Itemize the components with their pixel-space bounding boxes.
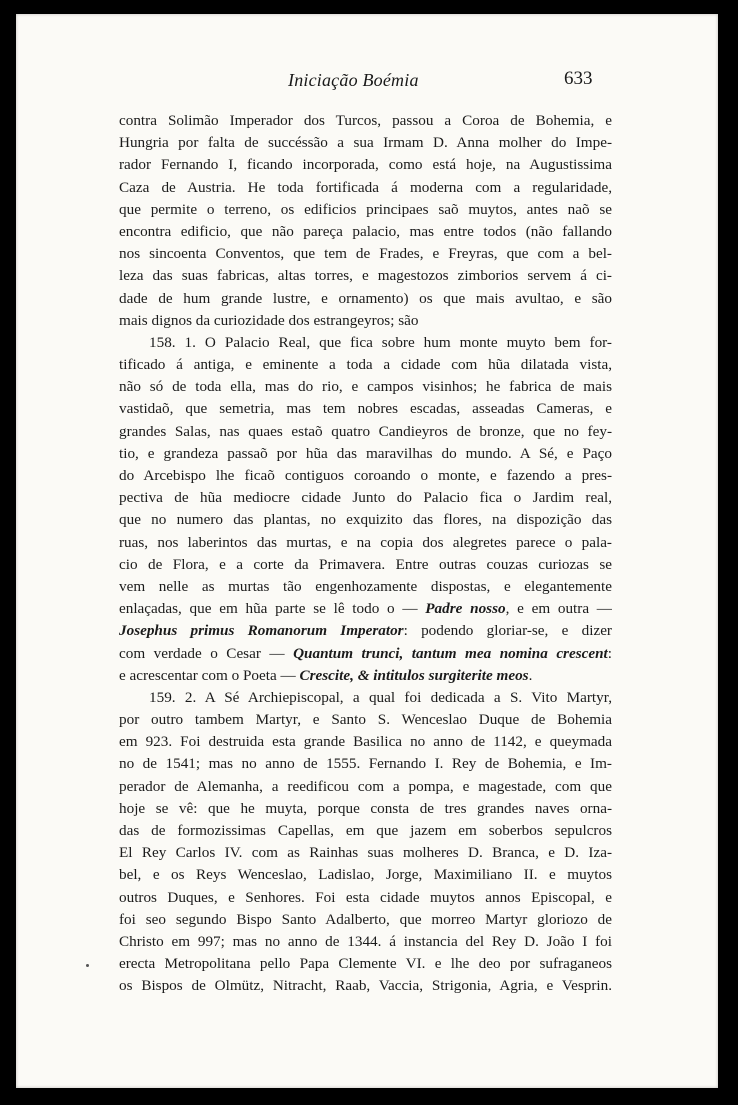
italic-phrase: Padre nosso xyxy=(425,600,506,618)
text-line: enlaçadas, que em hũa parte se lê todo o — Padre nosso, e em outra — xyxy=(119,600,612,618)
body-text xyxy=(119,110,612,998)
text-line: 159. 2. A Sé Archiepiscopal, a qual foi dedicada a S. Vito Martyr, xyxy=(149,688,612,706)
text-line: no de 1541; mas no anno de 1555. Fernando I. Rey de Bohemia, e Im- xyxy=(119,755,612,773)
paper-speck xyxy=(86,964,89,967)
text-line: tio, e grandeza passaõ por hũa das maravilhas do mundo. A Sé, e Paço xyxy=(119,444,612,462)
page-header xyxy=(16,64,718,94)
text-line: cio de Flora, e a corte da Primavera. Entre outras couzas curiozas se xyxy=(119,555,612,573)
text-line: encontra edificio, que não pareça palacio, mas entre todos (não fallando xyxy=(119,222,612,240)
text-line: foi seo segundo Bispo Santo Adalberto, que morreo Martyr gloriozo de xyxy=(119,910,612,928)
text-line: 158. 1. O Palacio Real, que fica sobre hum monte muyto bem for- xyxy=(149,333,612,351)
text-line: Christo em 997; mas no anno de 1344. á instancia del Rey D. João I foi xyxy=(119,932,612,950)
text-line: contra Solimão Imperador dos Turcos, passou a Coroa de Bohemia, e xyxy=(119,112,612,129)
text-line: perador de Alemanha, a reedificou com a pompa, e magestade, com que xyxy=(119,777,612,795)
text-line: pectiva de hũa mediocre cidade Junto do Palacio fica o Jardim real, xyxy=(119,489,612,507)
text-line: nos sincoenta Conventos, que tem de Frades, e Freyras, que com a bel- xyxy=(119,245,612,263)
italic-phrase: Crescite, & intitulos surgiterite meos xyxy=(299,666,529,684)
text-line: ruas, nos laberintos das murtas, e na copia dos alegretes parece o pala- xyxy=(119,533,612,551)
text-line: não só de toda ella, mas do rio, e campos visinhos; he fabrica de mais xyxy=(119,378,612,396)
text-line: vastidaõ, que semetria, mas tem nobres escadas, asseadas Cameras, e xyxy=(119,400,612,418)
book-page xyxy=(16,14,718,1088)
text-line: que no numero das plantas, no exquizito das flores, na dispozição das xyxy=(119,511,612,529)
text-line: Caza de Austria. He toda fortificada á moderna com a regularidade, xyxy=(119,178,612,196)
text-line: do Arcebispo lhe ficaõ contiguos coroando o monte, e fazendo a pres- xyxy=(119,467,612,484)
text-line: em 923. Foi destruida esta grande Basilica no anno de 1142, e queymada xyxy=(119,733,612,751)
text-line: com verdade o Cesar — Quantum trunci, tantum mea nomina crescent: xyxy=(119,644,612,662)
text-line: mais dignos da curiozidade dos estrangeyros; são xyxy=(119,311,419,329)
text-line: Hungria por falta de succéssão a sua Irmam D. Anna molher do Impe- xyxy=(119,134,612,152)
text-line: por outro tambem Martyr, e Santo S. Wenceslao Duque de Bohemia xyxy=(119,711,612,729)
text-line: os Bispos de Olmütz, Nitracht, Raab, Vaccia, Strigonia, Agria, e Vesprin. xyxy=(119,977,612,995)
text-line: hoje se vê: que he muyta, porque consta de tres grandes naves orna- xyxy=(119,799,612,817)
text-line: e acrescentar com o Poeta — Crescite, & intitulos surgiterite meos. xyxy=(119,666,533,684)
text-line: leza das suas fabricas, altas torres, e magestozos zimborios servem á ci- xyxy=(119,267,612,285)
text-line: que permite o terreno, os edificios principaes saõ muytos, antes naõ se xyxy=(119,200,612,218)
text-line: rador Fernando I, ficando incorporada, como está hoje, na Augustissima xyxy=(119,156,612,174)
text-line: vem nelle as murtas tão engenhozamente dispostas, e elegantemente xyxy=(119,577,612,595)
text-line: erecta Metropolitana pello Papa Clemente VI. e lhe deo por sufraganeos xyxy=(119,955,612,973)
running-title: Iniciação Boémia xyxy=(288,70,419,90)
text-line: grandes Salas, nas quaes estaõ quatro Candieyros de bronze, que no fey- xyxy=(119,422,612,440)
text-line: outros Duques, e Senhores. Foi esta cidade muytos annos Episcopal, e xyxy=(119,888,612,906)
page-number: 633 xyxy=(564,68,593,89)
text-line: dade de hum grande lustre, e ornamento) os que mais avultao, e são xyxy=(119,289,612,307)
text-line: Josephus primus Romanorum Imperator: podendo gloriar-se, e dizer xyxy=(119,622,612,640)
italic-phrase: Josephus primus Romanorum Imperator xyxy=(119,622,404,640)
italic-phrase: Quantum trunci, tantum mea nomina crescent xyxy=(293,644,608,662)
text-line: bel, e os Reys Wenceslao, Ladislao, Jorge, Maximiliano II. e muytos xyxy=(119,866,612,884)
text-line: das de formozissimas Capellas, em que jazem em soberbos sepulcros xyxy=(119,822,612,839)
text-line: tificado á antiga, e eminente a toda a cidade com hũa dilatada vista, xyxy=(119,356,612,374)
text-line: El Rey Carlos IV. com as Rainhas suas molheres D. Branca, e D. Iza- xyxy=(119,844,612,862)
